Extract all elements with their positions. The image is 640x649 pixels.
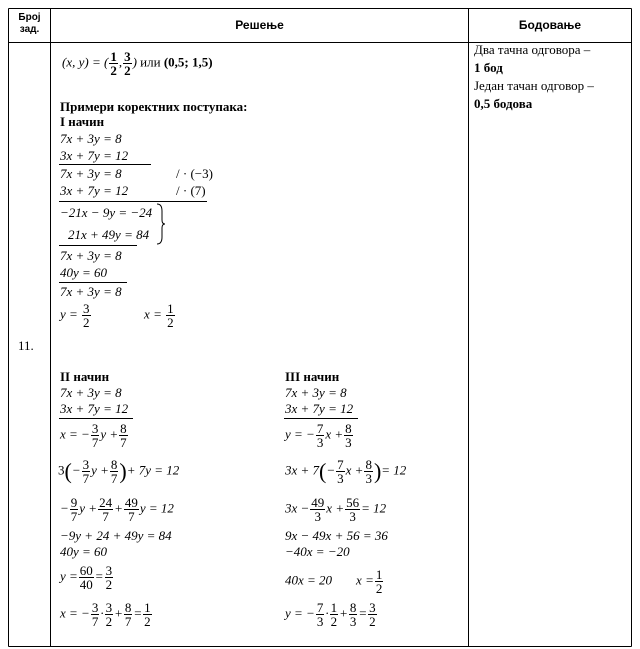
- method1-y-num: 3: [83, 301, 90, 316]
- method2-l5-b: y +: [79, 500, 98, 516]
- method1-rule3: [59, 245, 137, 246]
- header-task-number: [9, 12, 50, 36]
- method3-l5-f2n: 56: [346, 495, 360, 510]
- method3-l3-f2n: 8: [345, 421, 352, 436]
- method2-l3-b: y +: [100, 426, 119, 442]
- final-answer: [62, 50, 213, 77]
- answer-close: ): [132, 54, 137, 70]
- method2-l3-f1d: 7: [91, 435, 99, 450]
- method1-line6: 21x + 49y = 84: [68, 227, 150, 242]
- method2-l3-f1n: 3: [91, 421, 99, 436]
- method1-line3-op: / · (−3): [176, 166, 213, 181]
- method2-l4-f1d: 7: [82, 471, 90, 486]
- answer-frac2-den: 2: [124, 63, 131, 78]
- method3-l5-c: = 12: [361, 500, 387, 516]
- answer-lhs: (x, y) = (: [62, 54, 109, 70]
- method3-l5-f2d: 3: [349, 509, 356, 524]
- method2-line6: −9y + 24 + 49y = 84: [60, 528, 172, 543]
- method2-l5-f1d: 7: [70, 509, 78, 524]
- header-solution: Решење: [235, 18, 284, 32]
- scoring-line2-points: 0,5 бодова: [474, 96, 533, 111]
- method1-x-lhs: x =: [144, 306, 162, 322]
- answer-frac1-num: 1: [110, 49, 117, 64]
- method3-l9-f2d: 2: [330, 614, 338, 629]
- method2-l5-f3n: 49: [124, 495, 138, 510]
- method3-l3-a: y = −: [285, 426, 315, 442]
- method2-l9-c: +: [114, 605, 123, 621]
- method1-solution: [60, 302, 176, 329]
- method3-l3-f2d: 3: [345, 435, 352, 450]
- method3-l3-b: x +: [325, 426, 344, 442]
- method3-l9-f3n: 8: [349, 600, 357, 615]
- scoring-line2: Један тачан одговор –: [474, 78, 594, 93]
- method1-rule4: [59, 282, 127, 283]
- method2-l9-f3n: 8: [124, 600, 132, 615]
- method3-l9-f1n: 7: [316, 600, 324, 615]
- method3-l9-b: ·: [325, 605, 329, 621]
- method1-line4-op: / · (7): [176, 183, 206, 198]
- method2-l3-a: x = −: [60, 426, 90, 442]
- method2-l9-f1d: 7: [91, 614, 99, 629]
- method2-l9-b: ·: [100, 605, 104, 621]
- method2-l8-f2d: 2: [105, 577, 113, 592]
- method3-l9-f2n: 1: [330, 600, 338, 615]
- method3-l4-f2n: 8: [365, 457, 372, 472]
- method1-rule2: [59, 201, 207, 202]
- header-task-number-line2: зад.: [19, 24, 40, 35]
- answer-sep: ,: [118, 54, 123, 70]
- method2-l9-f2n: 3: [105, 600, 113, 615]
- method2-l5-f2d: 7: [102, 509, 109, 524]
- method3-line8: [285, 568, 384, 595]
- scoring-line1: Два тачна одговора –: [474, 42, 591, 57]
- method2-l4-c: y +: [91, 462, 109, 478]
- method1-line7: 7x + 3y = 8: [60, 248, 122, 263]
- method3-l4-a: 3x + 7: [285, 462, 320, 478]
- method2-l4-a: 3: [58, 462, 65, 478]
- method2-l5-f3d: 7: [128, 509, 135, 524]
- method2-l9-f4d: 2: [144, 614, 151, 629]
- method2-l5-f2n: 24: [99, 495, 113, 510]
- method2-line8: [60, 564, 114, 591]
- method2-l9-f1n: 3: [91, 600, 99, 615]
- method1-line8: 40y = 60: [60, 265, 108, 280]
- method3-line1: 7x + 3y = 8: [285, 385, 347, 400]
- method2-line3: [60, 422, 129, 449]
- method2-l5-f1n: 9: [70, 495, 78, 510]
- method3-title: III начин: [285, 369, 340, 384]
- method3-l4-b: −: [326, 462, 336, 478]
- answer-frac2-num: 3: [124, 49, 131, 64]
- method2-line2: 3x + 7y = 12: [60, 401, 129, 416]
- method3-line9: [285, 601, 378, 628]
- method2-l9-f3d: 7: [124, 614, 132, 629]
- method1-brace: [156, 203, 166, 245]
- answer-frac1-den: 2: [110, 63, 117, 78]
- method1-line3: 7x + 3y = 8: [60, 166, 122, 181]
- method2-l3-f2d: 7: [120, 435, 127, 450]
- method1-line4: 3x + 7y = 12: [60, 183, 129, 198]
- method2-title: II начин: [60, 369, 110, 384]
- answer-or: или: [136, 54, 164, 70]
- method2-line5: [60, 496, 174, 523]
- method2-line4: 3(− $\frac{3}{7}$ y + $\frac{8}{7}$ )+ 7y = 12: [58, 457, 180, 486]
- method2-l4-f1n: 3: [82, 457, 90, 472]
- method2-l4-d: + 7y = 12: [126, 462, 180, 478]
- method2-l4-f2d: 7: [110, 471, 118, 486]
- method2-l5-a: −: [60, 500, 69, 516]
- method1-y-den: 2: [83, 315, 90, 330]
- method3-l8-num: 1: [375, 567, 383, 582]
- scoring-line1-points: 1 бод: [474, 60, 503, 75]
- method3-l5-f1n: 49: [311, 495, 325, 510]
- method2-l5-c: +: [114, 500, 123, 516]
- method1-x-den: 2: [167, 315, 174, 330]
- method3-line5: [285, 496, 386, 523]
- method2-l9-d: =: [133, 605, 143, 621]
- method2-l8-f1d: 40: [79, 577, 93, 592]
- method2-line1: 7x + 3y = 8: [60, 385, 122, 400]
- method1-rule1: [59, 164, 151, 165]
- method3-l4-d: = 12: [381, 462, 407, 478]
- method1-line9: 7x + 3y = 8: [60, 284, 122, 299]
- header-task-number-line1: Број: [18, 12, 41, 23]
- method1-x-num: 1: [167, 301, 174, 316]
- task-number: 11.: [18, 338, 34, 353]
- method3-line7: −40x = −20: [285, 544, 350, 559]
- method2-l4-f2n: 8: [110, 457, 118, 472]
- method2-l9-a: x = −: [60, 605, 90, 621]
- method2-l8-f1n: 60: [79, 563, 93, 578]
- method3-l5-a: 3x −: [285, 500, 310, 516]
- method3-l4-f1n: 7: [337, 457, 344, 472]
- header-scoring: Бодовање: [518, 18, 582, 32]
- method3-l8-den: 2: [375, 581, 383, 596]
- method2-l9-f4n: 1: [144, 600, 151, 615]
- method2-l8-a: y =: [60, 568, 78, 584]
- method3-line4: 3x + 7(− $\frac{7}{3}$ x + $\frac{8}{3}$ )= 12: [285, 457, 407, 486]
- scoring-block: [474, 41, 594, 113]
- method1-line2: 3x + 7y = 12: [60, 148, 129, 163]
- method2-l4-b: −: [71, 462, 81, 478]
- examples-title: Примери коректних поступака:: [60, 99, 248, 114]
- method1-y-lhs: y =: [60, 306, 78, 322]
- method1-line5: −21x − 9y = −24: [60, 205, 153, 220]
- method3-l9-d: =: [358, 605, 368, 621]
- method3-rule1: [284, 418, 358, 419]
- method3-l3-f1d: 3: [316, 435, 324, 450]
- method2-line9: [60, 601, 153, 628]
- method3-line6: 9x − 49x + 56 = 36: [285, 528, 388, 543]
- method3-l9-a: y = −: [285, 605, 315, 621]
- method3-l3-f1n: 7: [316, 421, 324, 436]
- method3-l4-f2d: 3: [365, 471, 372, 486]
- method3-l4-c: x +: [345, 462, 364, 478]
- method2-rule1: [59, 418, 133, 419]
- method2-l8-f2n: 3: [105, 563, 113, 578]
- method3-l9-f1d: 3: [316, 614, 324, 629]
- method2-l8-b: =: [94, 568, 104, 584]
- method2-l5-d: y = 12: [139, 500, 174, 516]
- method3-line2: 3x + 7y = 12: [285, 401, 354, 416]
- method3-l9-f3d: 3: [349, 614, 357, 629]
- method1-title: I начин: [60, 114, 105, 129]
- answer-decimal: (0,5; 1,5): [163, 54, 213, 70]
- method3-l9-c: +: [339, 605, 348, 621]
- method3-l8-b: x =: [356, 572, 374, 588]
- method2-l9-f2d: 2: [105, 614, 113, 629]
- method1-line1: 7x + 3y = 8: [60, 131, 122, 146]
- method2-l3-f2n: 8: [120, 421, 127, 436]
- method3-l5-b: x +: [326, 500, 345, 516]
- method2-line7: 40y = 60: [60, 544, 108, 559]
- method3-l5-f1d: 3: [314, 509, 322, 524]
- method3-l4-f1d: 3: [337, 471, 344, 486]
- method3-l9-f4n: 3: [369, 600, 376, 615]
- method3-l9-f4d: 2: [369, 614, 376, 629]
- method3-l8-a: 40x = 20: [285, 572, 333, 588]
- method3-line3: [285, 422, 354, 449]
